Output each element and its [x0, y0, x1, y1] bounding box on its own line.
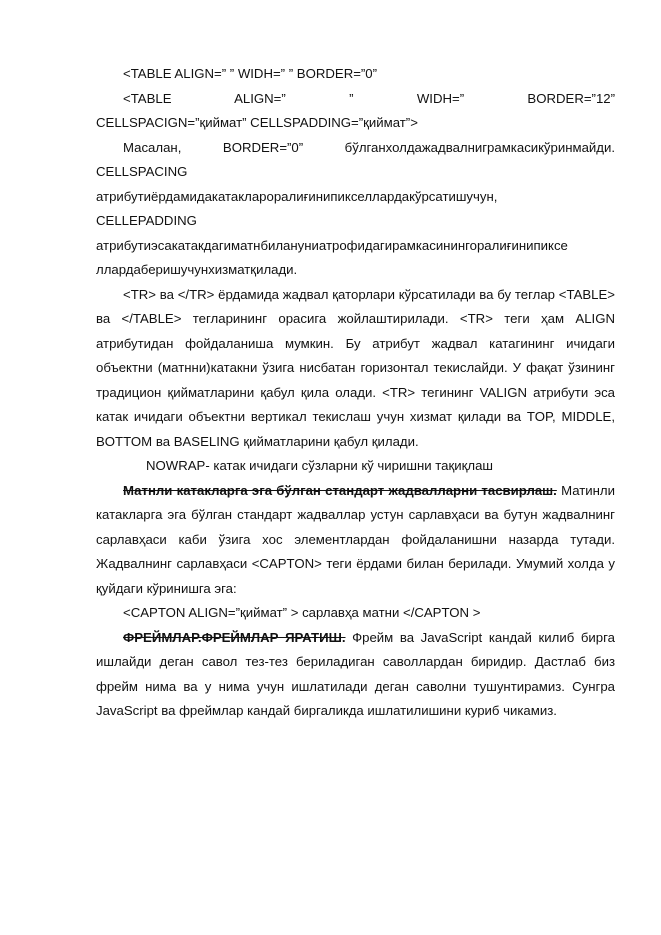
cellpadding-description-line: [96, 234, 615, 259]
cellspacing-description-line: [96, 185, 615, 210]
nowrap-paragraph: [96, 454, 615, 479]
standard-tables-body: Матинли катакларга эга бўлган стандарт жадваллар устун сарлавҳаси ва бутун жадвалнинг сарлавҳаси каби ўзига хос элементлардан фойдаланишни назарда тутади. Жадвалнинг сарлавҳаси <CAPTON> теги ёрдами билан берилади. Умумий холда у қуйдаги кўринишга эга:: [96, 482, 615, 596]
tr-tag-paragraph: [96, 283, 615, 455]
table-attributes-line: [96, 87, 615, 112]
document-page: [96, 62, 615, 724]
capton-syntax-line: [96, 601, 615, 626]
cellpadding-label-line: [96, 209, 615, 234]
cellspacing-attributes-text: CELLSPACIGN=”қиймат” CELLSPADDING=”қиймат”>: [96, 115, 418, 130]
nowrap-text: NOWRAP- катак ичидаги сўзларни кў чиришни тақиқлаш: [146, 458, 493, 473]
cellspacing-label: CELLSPACING: [96, 164, 188, 179]
tr-tag-text: <TR> ва </TR> ёрдамида жадвал қаторлари кўрсатилади ва бу теглар <TABLE> ва </TABLE> тегларининг орасига жойлаштирилади. <TR> теги ҳам ALIGN атрибутидан фойдаланиша мумкин. Бу атрибут жадвал катагининг ичидаги объектни (матнни)катакни ўзига нисбатан горизонтал текислайди. У фақат ўзининг традицион қийматларини қабул қила олади. <TR> тегининг VALIGN атрибути эса катак ичидаги объектни вертикал текислаш учун хизмат қилади ва TOP, MIDDLE, BOTTOM ва BASELING қийматларини қабул қилади.: [96, 286, 615, 449]
cellspacing-attributes-line: [96, 111, 615, 136]
frames-paragraph: [96, 626, 615, 724]
frames-heading: ФРЕЙМЛАР.ФРЕЙМЛАР ЯРАТИШ.: [123, 629, 346, 645]
cellspacing-description: атрибутиёрдамидакатаклароралиғинипикселлардакўрсатишучун,: [96, 188, 498, 204]
cellspacing-label-line: [96, 160, 615, 185]
cellpadding-description: атрибутиэсакатакдагиматнбилануниатрофидагирамкасинингоралиғинипиксе: [96, 237, 568, 253]
cellpadding-label: CELLEPADDING: [96, 213, 197, 228]
capton-syntax-text: <CAPTON ALIGN=”қиймат” > сарлавҳа матни </CAPTON >: [123, 605, 481, 620]
table-attributes-text: <TABLE ALIGN=” ” WIDH=” BORDER=”12”: [123, 90, 615, 106]
standard-tables-heading: Матнли катакларга эга бўлган стандарт жадвалларни тасвирлаш.: [123, 482, 557, 498]
border-example-line: [96, 136, 615, 161]
table-tag-line: [96, 62, 615, 87]
table-tag-text: <TABLE ALIGN=” ” WIDH=” ” BORDER=”0”: [123, 66, 378, 81]
cellpadding-description-end: ллардаберишучунхизматқилади.: [96, 262, 298, 277]
frames-body: Фрейм ва JavaScript кандай килиб бирга ишлайди деган савол тез-тез бериладиган саволлардан биридир. Дастлаб биз фрейм нима ва у нима учун ишлатилади деган саволни тушунтирамиз. Сунгра JavaScript ва фреймлар кандай биргаликда ишлатилишини куриб чикамиз.: [96, 629, 615, 718]
cellpadding-description-end-line: [96, 258, 615, 283]
standard-tables-paragraph: [96, 479, 615, 602]
border-example-text: Масалан, BORDER=”0” бўлганхолдажадвалниграмкасикўринмайди.: [123, 139, 615, 155]
